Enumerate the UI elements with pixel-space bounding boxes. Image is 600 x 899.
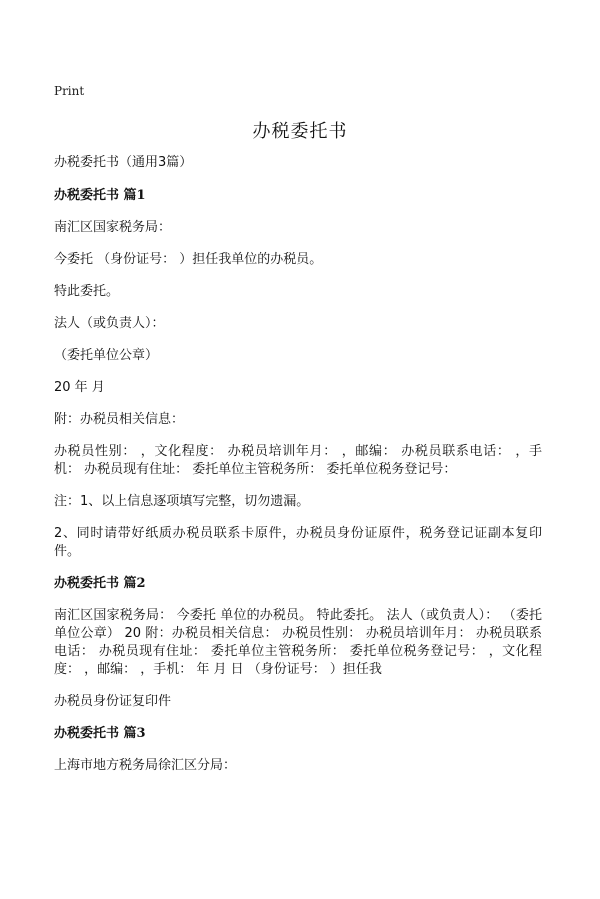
paragraph: 南汇区国家税务局： 今委托 单位的办税员。 特此委托。 法人（或负责人）： （委托单位公章） 20 附：办税员相关信息： 办税员性别： 办税员培训年月： 办税员联系电话： 办税员现有住址： 委托单位主管税务所： 委托单位税务登记号： ，文化程度： ，邮编： ，手机： 年 月 日 （身份证号： ）担任我 — [54, 608, 542, 677]
paragraph: （委托单位公章） — [54, 348, 159, 363]
paragraph: 南汇区国家税务局： — [54, 220, 172, 235]
section-heading-3: 办税委托书 篇3 — [54, 726, 146, 741]
paragraph: 20 年 月 — [54, 380, 105, 395]
print-link[interactable]: Print — [54, 84, 85, 98]
document-subtitle: 办税委托书（通用3篇） — [54, 155, 193, 170]
paragraph: 法人（或负责人）： — [54, 316, 165, 331]
paragraph: 特此委托。 — [54, 284, 120, 299]
document-body — [54, 154, 542, 775]
paragraph: 附：办税员相关信息： — [54, 412, 185, 427]
paragraph: 上海市地方税务局徐汇区分局： — [54, 758, 237, 773]
document-title: 办税委托书 — [252, 121, 348, 142]
paragraph: 今委托 （身份证号： ）担任我单位的办税员。 — [54, 252, 323, 267]
paragraph: 注：1、以上信息逐项填写完整，切勿遗漏。 — [54, 494, 310, 509]
paragraph: 办税员身份证复印件 — [54, 694, 172, 709]
paragraph: 2、同时请带好纸质办税员联系卡原件，办税员身份证原件，税务登记证副本复印件。 — [54, 526, 542, 559]
paragraph: 办税员性别： ，文化程度： 办税员培训年月： ，邮编： 办税员联系电话： ，手机： 办税员现有住址： 委托单位主管税务所： 委托单位税务登记号： — [54, 444, 542, 477]
section-heading-2: 办税委托书 篇2 — [54, 576, 146, 591]
section-heading-1: 办税委托书 篇1 — [54, 188, 146, 203]
